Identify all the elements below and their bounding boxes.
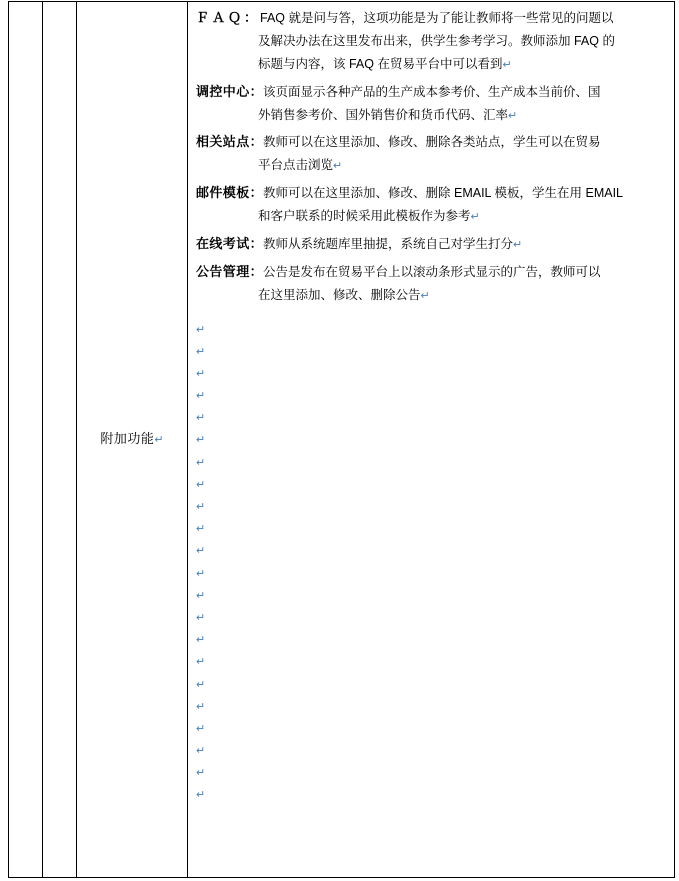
paragraph-mark-icon: ↵ (196, 390, 206, 403)
empty-paragraph (196, 562, 666, 584)
table-cell-col2 (43, 2, 77, 878)
term-label: ＦＡＱ： (196, 10, 261, 25)
empty-paragraph (196, 517, 666, 539)
table-cell-col1 (9, 2, 43, 878)
term-text: 和客户联系的时候采用此模板作为参考 (258, 209, 471, 223)
paragraph-mark-icon: ↵ (154, 434, 164, 446)
empty-paragraph (196, 428, 666, 450)
empty-paragraph (196, 584, 666, 606)
empty-paragraph (196, 318, 666, 340)
empty-paragraph (196, 739, 666, 761)
paragraph-mark-icon: ↵ (196, 567, 206, 580)
term-text: 该页面显示各种产品的生产成本参考价、生产成本当前价、国 (263, 84, 601, 99)
list-item (196, 81, 666, 127)
term-text: 外销售参考价、国外销售价和货币代码、汇率 (258, 107, 509, 122)
empty-paragraph (196, 340, 666, 362)
empty-paragraph (196, 384, 666, 406)
paragraph-mark-icon: ↵ (196, 367, 206, 380)
term-label: 公告管理： (196, 263, 264, 279)
paragraph-mark-icon: ↵ (196, 545, 206, 558)
table-cell-feature-label (77, 2, 188, 878)
term-text: 教师可以在这里添加、修改、删除 EMAIL 模板，学生在用 EMAIL (263, 186, 623, 201)
empty-paragraph (196, 783, 666, 805)
list-item (196, 131, 666, 177)
list-item (196, 182, 666, 228)
empty-paragraph (196, 606, 666, 628)
doc-table (8, 1, 675, 878)
paragraph-mark-icon: ↵ (196, 523, 206, 536)
paragraph-mark-icon: ↵ (502, 58, 512, 71)
term-text: 平台点击浏览 (258, 158, 334, 173)
paragraph-mark-icon: ↵ (196, 722, 206, 735)
paragraph-mark-icon: ↵ (196, 611, 206, 624)
paragraph-mark-icon: ↵ (196, 501, 206, 513)
empty-paragraph (196, 673, 666, 695)
paragraph-mark-icon: ↵ (508, 109, 518, 122)
empty-paragraph (196, 628, 666, 650)
paragraph-mark-icon: ↵ (420, 289, 430, 302)
table-row (9, 2, 675, 878)
term-text: 公告是发布在贸易平台上以滚动条形式显示的广告，教师可以 (263, 264, 601, 279)
term-text: 标题与内容，该 FAQ 在贸易平台中可以看到 (258, 56, 503, 71)
list-item (196, 233, 666, 256)
paragraph-mark-icon: ↵ (196, 634, 206, 647)
term-label: 邮件模板： (196, 185, 264, 201)
empty-paragraph (196, 495, 666, 517)
empty-paragraph (196, 650, 666, 672)
empty-paragraph (196, 539, 666, 561)
term-label: 调控中心： (196, 83, 264, 99)
paragraph-mark-icon: ↵ (513, 238, 523, 251)
paragraph-mark-icon: ↵ (196, 767, 206, 780)
empty-paragraph-list (196, 312, 666, 806)
list-item (196, 261, 666, 307)
paragraph-mark-icon: ↵ (196, 678, 206, 691)
table-cell-feature-description (188, 2, 675, 878)
paragraph-mark-icon: ↵ (196, 345, 206, 358)
list-item (196, 7, 666, 76)
term-text: FAQ 就是问与答，这项功能是为了能让教师将一些常见的问题以 (260, 11, 614, 25)
paragraph-mark-icon: ↵ (196, 789, 206, 802)
description-container (188, 2, 674, 806)
empty-paragraph (196, 362, 666, 384)
paragraph-mark-icon: ↵ (196, 412, 206, 425)
paragraph-mark-icon: ↵ (333, 160, 343, 173)
term-text: 及解决办法在这里发布出来，供学生参考学习。教师添加 FAQ 的 (258, 33, 615, 48)
paragraph-mark-icon: ↵ (196, 745, 206, 758)
paragraph-mark-icon: ↵ (196, 434, 206, 447)
empty-paragraph (196, 451, 666, 473)
empty-paragraph (196, 695, 666, 717)
paragraph-mark-icon: ↵ (196, 700, 206, 713)
paragraph-mark-icon: ↵ (196, 656, 206, 669)
term-label: 相关站点： (196, 134, 264, 150)
paragraph-mark-icon: ↵ (196, 456, 206, 469)
term-text: 教师可以在这里添加、修改、删除各类站点，学生可以在贸易 (263, 135, 601, 150)
empty-paragraph (196, 717, 666, 739)
paragraph-mark-icon: ↵ (196, 323, 206, 336)
empty-paragraph (196, 406, 666, 428)
document-page (0, 1, 679, 881)
paragraph-mark-icon: ↵ (196, 478, 206, 491)
paragraph-mark-icon: ↵ (470, 211, 480, 223)
feature-label-text: 附加功能 (100, 431, 155, 447)
term-label: 在线考试： (196, 235, 264, 251)
empty-paragraph (196, 473, 666, 495)
term-text: 教师从系统题库里抽提，系统自己对学生打分 (263, 236, 514, 251)
paragraph-mark-icon: ↵ (196, 589, 206, 602)
empty-paragraph (196, 761, 666, 783)
term-text: 在这里添加、修改、删除公告 (258, 287, 421, 302)
